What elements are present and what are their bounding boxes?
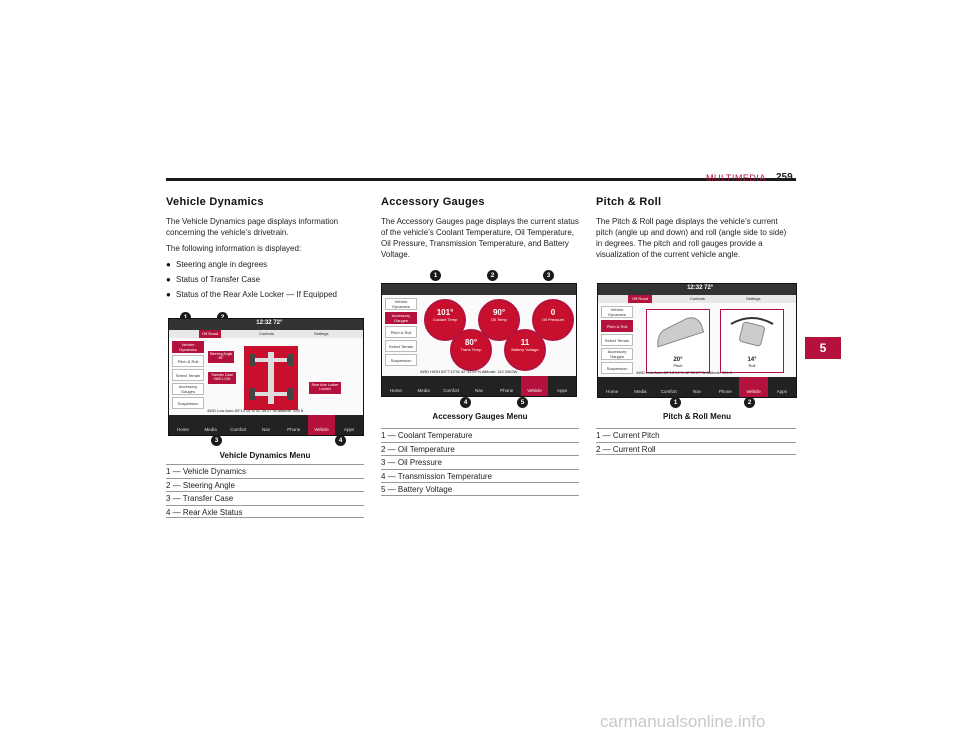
nav-apps: Apps [557, 388, 568, 393]
roll-value: 14° [747, 357, 757, 363]
side-menu [172, 341, 204, 411]
nav-vehicle: Vehicle [739, 377, 767, 397]
callout-2: 2 [487, 270, 498, 281]
legend-row: 2 — Steering Angle [166, 478, 364, 492]
pitch-roll-section [596, 196, 794, 265]
nav-comfort: Comfort [443, 388, 460, 393]
oil-pressure-gauge: 0 Oil Pressure [532, 299, 574, 341]
vehicle-front-icon [721, 310, 783, 352]
screen-body [382, 295, 576, 376]
callout-4: 4 [335, 435, 346, 446]
legend-row: 4 — Transmission Temperature [381, 469, 579, 483]
legend-row: 1 — Vehicle Dynamics [166, 464, 364, 478]
menu-suspension: Suspension [385, 354, 417, 366]
callout-1: 1 [670, 397, 681, 408]
figure-caption: Accessory Gauges Menu [432, 412, 528, 421]
screen-tabs [169, 330, 363, 338]
bullet-item: ● Status of the Rear Axle Locker — If Equipped [166, 290, 337, 299]
figure-caption: Pitch & Roll Menu [663, 412, 731, 421]
nav-phone: Phone [500, 388, 514, 393]
nav-nav: Nav [692, 389, 701, 394]
section-title: Vehicle Dynamics [166, 196, 264, 208]
menu-pitch-roll: Pitch & Roll [601, 320, 633, 332]
paragraph: The Vehicle Dynamics page displays information concerning the vehicle’s drivetrain. [166, 217, 339, 237]
accessory-gauges-section [381, 196, 579, 265]
menu-select-terrain: Select Terrain [172, 369, 204, 381]
section-title: Accessory Gauges [381, 196, 485, 208]
legend-row: 4 — Rear Axle Status [166, 505, 364, 519]
section-name: MULTIMEDIA [706, 173, 766, 183]
nav-bar [169, 415, 363, 435]
paragraph: The Pitch & Roll page displays the vehicle’s current pitch (angle up and down) and roll (angle side to side) in degrees. The pitch and roll gauges provide a visualization of the current vehicle angle. [596, 217, 787, 259]
bullet-item: ● Status of Transfer Case [166, 275, 261, 284]
nav-vehicle: Vehicle [521, 376, 549, 396]
status-row: 4WD HIGH 83°7'13"W 42°33'09"N Altitude: 110 SNOW [420, 369, 518, 374]
nav-media: Media [204, 427, 217, 432]
status-row: 4WD Low Auto 83°13'14"N 42°39'27"W Altitude: 326 ft [636, 370, 733, 375]
legend-row: 3 — Oil Pressure [381, 455, 579, 469]
menu-vehicle-dynamics: Vehicle Dynamics [172, 341, 204, 353]
tab-settings: Settings [314, 331, 329, 336]
nav-home: Home [389, 388, 402, 393]
roll-label: Roll [748, 363, 756, 368]
header-rule [166, 178, 796, 181]
legend-row: 1 — Coolant Temperature [381, 428, 579, 442]
pitch-label: Pitch [673, 363, 683, 368]
tab-controls: Controls [690, 296, 705, 301]
chapter-tab: 5 [805, 337, 841, 359]
screen-tabs [598, 295, 796, 303]
rear-axle-box: Rear Axle Locker Locked [309, 382, 341, 394]
paragraph: The Accessory Gauges page displays the current status of the vehicle’s Coolant Temperature, Oil Temperature, Oil Pressure, Transmission Temperature, and Battery Voltage. [381, 217, 579, 259]
tab-controls: Controls [259, 331, 274, 336]
clock: 12:32 72° [256, 320, 283, 326]
screen-top-bar [598, 284, 796, 295]
drivetrain-icon [244, 346, 298, 410]
legend-row: 1 — Current Pitch [596, 428, 796, 442]
callout-2: 2 [744, 397, 755, 408]
menu-vehicle-dynamics: Vehicle Dynamics [601, 306, 633, 318]
menu-pitch-roll: Pitch & Roll [172, 355, 204, 367]
figure-caption: Vehicle Dynamics Menu [219, 451, 311, 460]
menu-select-terrain: Select Terrain [601, 334, 633, 346]
callout-1: 1 [430, 270, 441, 281]
battery-voltage-gauge: 11 Battery Voltage [504, 329, 546, 371]
legend-row: 5 — Battery Voltage [381, 482, 579, 496]
nav-apps: Apps [344, 427, 355, 432]
nav-media: Media [417, 388, 430, 393]
nav-home: Home [176, 427, 189, 432]
tab-off-road: Off Road [628, 295, 652, 303]
nav-bar [382, 376, 576, 396]
figure-legend [166, 464, 364, 518]
nav-phone: Phone [287, 427, 301, 432]
menu-select-terrain: Select Terrain [385, 340, 417, 352]
callout-3: 3 [211, 435, 222, 446]
pitch-roll-screenshot [597, 283, 797, 398]
accessory-gauges-screenshot [381, 283, 577, 397]
transfer-case-box: Transfer Case 4WD LOW [208, 372, 236, 384]
bullet-item: ● Steering angle in degrees [166, 260, 268, 269]
nav-comfort: Comfort [660, 389, 677, 394]
screen-body [169, 338, 363, 415]
nav-nav: Nav [475, 388, 484, 393]
menu-accessory-gauges: Accessory Gauges [385, 312, 417, 324]
menu-suspension: Suspension [172, 397, 204, 409]
steering-angle-box: Steering Angle 35° [208, 351, 234, 363]
page-number: 259 [776, 172, 793, 183]
menu-vehicle-dynamics: Vehicle Dynamics [385, 298, 417, 310]
nav-media: Media [634, 389, 647, 394]
legend-row: 2 — Oil Temperature [381, 442, 579, 456]
callout-4: 4 [460, 397, 471, 408]
paragraph: The following information is displayed: [166, 244, 302, 253]
pitch-gauge [646, 309, 710, 373]
watermark: carmanualsonline.info [600, 712, 766, 731]
clock: 12:32 72° [687, 285, 714, 291]
trans-temp-gauge: 80° Trans Temp [450, 329, 492, 371]
vehicle-dynamics-section [166, 196, 364, 304]
nav-bar [598, 377, 796, 397]
callout-5: 5 [517, 397, 528, 408]
status-row: 4WD Low Auto 83°13'14"N 41°39'27"W Altitude: 326 ft [207, 408, 304, 413]
side-menu [385, 298, 417, 368]
nav-apps: Apps [776, 389, 787, 394]
section-title: Pitch & Roll [596, 196, 662, 208]
roll-gauge [720, 309, 784, 373]
tab-off-road: Off Road [199, 330, 221, 338]
screen-top-bar [169, 319, 363, 330]
vehicle-side-icon [647, 310, 709, 352]
menu-accessory-gauges: Accessory Gauges [601, 348, 633, 360]
screen-body [598, 303, 796, 377]
figure-legend [596, 428, 796, 455]
vehicle-dynamics-screenshot [168, 318, 364, 436]
legend-row: 3 — Transfer Case [166, 491, 364, 505]
menu-suspension: Suspension [601, 362, 633, 374]
nav-nav: Nav [262, 427, 271, 432]
nav-phone: Phone [718, 389, 732, 394]
tab-settings: Settings [746, 296, 761, 301]
nav-vehicle: Vehicle [308, 415, 336, 435]
pitch-value: 20° [673, 357, 683, 363]
figure-legend [381, 428, 579, 496]
legend-row: 2 — Current Roll [596, 442, 796, 456]
side-menu [601, 306, 633, 376]
menu-pitch-roll: Pitch & Roll [385, 326, 417, 338]
callout-3: 3 [543, 270, 554, 281]
drivetrain-graphic [244, 346, 298, 410]
screen-top-bar [382, 284, 576, 295]
nav-comfort: Comfort [230, 427, 247, 432]
coolant-temp-gauge: 101° Coolant Temp [424, 299, 466, 341]
menu-accessory-gauges: Accessory Gauges [172, 383, 204, 395]
nav-home: Home [606, 389, 619, 394]
oil-temp-gauge: 90° Oil Temp [478, 299, 520, 341]
